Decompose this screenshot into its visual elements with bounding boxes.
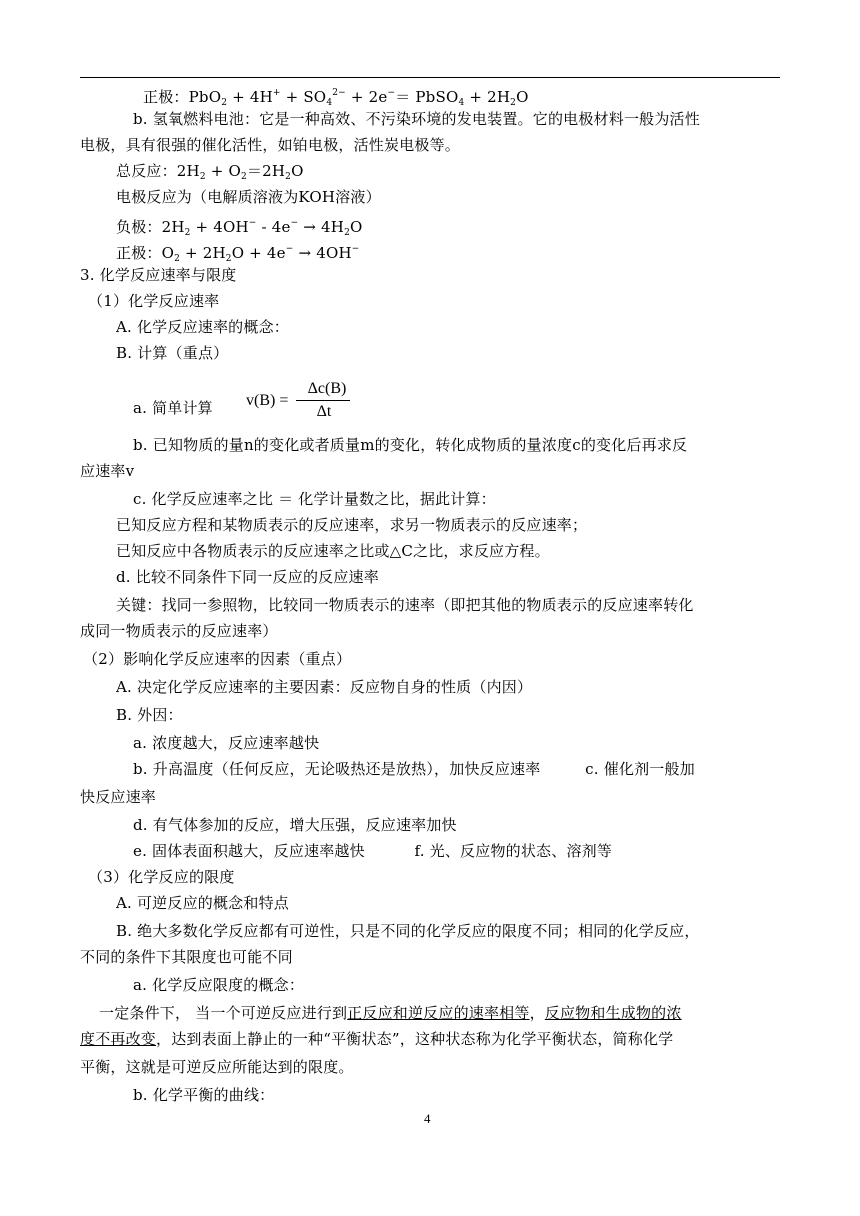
line-limit-A: A. 可逆反应的概念和特点	[116, 894, 289, 912]
line-calc-b-cont: 应速率v	[80, 462, 135, 480]
line-calc-c: c. 化学反应速率之比 ＝ 化学计量数之比，据此计算：	[133, 490, 496, 508]
line-positive-electrode: 正极：$O_2 + 2H_2O + 4e^- \to 4OH^-$	[116, 244, 360, 264]
line-key: 关键：找同一参照物，比较同一物质表示的速率（即把其他的物质表示的反应速率转化	[116, 596, 694, 614]
line-calc-c-1: 已知反应方程和某物质表示的反应速率，求另一物质表示的反应速率；	[116, 516, 588, 534]
line-factors-A: A. 决定化学反应速率的主要因素：反应物自身的性质（内因）	[116, 678, 533, 696]
line-calc-d: d. 比较不同条件下同一反应的反应速率	[116, 568, 379, 586]
formula-fraction-bar	[296, 400, 350, 401]
line-limit-a: a. 化学反应限度的概念：	[133, 976, 305, 994]
line-fuel-cell-b: b. 氢氧燃料电池：它是一种高效、不污染环境的发电装置。它的电极材料一般为活性	[133, 110, 700, 128]
line-rate-A: A. 化学反应速率的概念：	[116, 318, 289, 336]
page-number: 4	[424, 1111, 431, 1126]
heading-limit: （3）化学反应的限度	[88, 868, 235, 886]
line-factors-B: B. 外因：	[116, 706, 183, 724]
line-factor-d: d. 有气体参加的反应，增大压强，反应速率加快	[133, 816, 457, 834]
rate-formula	[246, 380, 356, 424]
line-total-reaction: 总反应：$2H_2 + O_2=2H_2O$	[116, 162, 304, 182]
heading-rate: （1）化学反应速率	[88, 292, 220, 310]
line-rate-B: B. 计算（重点）	[116, 344, 229, 362]
line-electrode-reaction: 电极反应为（电解质溶液为KOH溶液）	[116, 188, 381, 206]
header-rule	[80, 77, 780, 78]
line-equilibrium-def-1: 一定条件下， 当一个可逆反应进行到正反应和逆反应的速率相等，反应物和生成物的浓	[99, 1004, 682, 1022]
formula-denominator: Δt	[316, 403, 332, 420]
line-factor-c-cont: 快反应速率	[80, 788, 157, 806]
line-factor-b-c: b. 升高温度（任何反应，无论吸热还是放热），加快反应速率 c. 催化剂一般加	[133, 760, 695, 778]
line-positive-electrode-lead: 正极：$PbO_2 + 4H^+ + SO_4^{2-} + 2e^-=$ PbSO$_4$ + $2H_2O$	[143, 88, 529, 108]
line-key-cont: 成同一物质表示的反应速率）	[80, 622, 278, 640]
line-fuel-cell-b-cont: 电极，具有很强的催化活性，如铂电极，活性炭电极等。	[80, 136, 461, 154]
line-calc-c-2: 已知反应中各物质表示的反应速率之比或△C之比，求反应方程。	[116, 542, 550, 560]
line-factor-a: a. 浓度越大，反应速率越快	[133, 734, 320, 752]
line-equilibrium-def-3: 平衡，这就是可逆反应所能达到的限度。	[80, 1058, 354, 1076]
line-calc-b: b. 已知物质的量n的变化或者质量m的变化，转化成物质的量浓度c的变化后再求反	[133, 436, 688, 454]
heading-factors: （2）影响化学反应速率的因素（重点）	[83, 650, 352, 668]
formula-lhs: v(B) =	[246, 392, 289, 409]
line-limit-b: b. 化学平衡的曲线：	[133, 1086, 275, 1104]
line-factor-e-f: e. 固体表面积越大，反应速率越快 f. 光、反应物的状态、溶剂等	[133, 842, 613, 860]
line-simple-calc: a. 简单计算	[133, 399, 213, 417]
formula-numerator: Δc(B)	[307, 380, 347, 397]
heading-section-3: 3. 化学反应速率与限度	[80, 266, 237, 284]
line-equilibrium-def-2: 度不再改变，达到表面上静止的一种“平衡状态”，这种状态称为化学平衡状态，简称化学	[80, 1030, 674, 1048]
line-limit-B-cont: 不同的条件下其限度也可能不同	[80, 948, 293, 966]
line-limit-B: B. 绝大多数化学反应都有可逆性，只是不同的化学反应的限度不同；相同的化学反应，	[116, 922, 700, 940]
line-negative-electrode: 负极：$2H_2 + 4OH^- - 4e^- \to 4H_2O$	[116, 218, 363, 238]
